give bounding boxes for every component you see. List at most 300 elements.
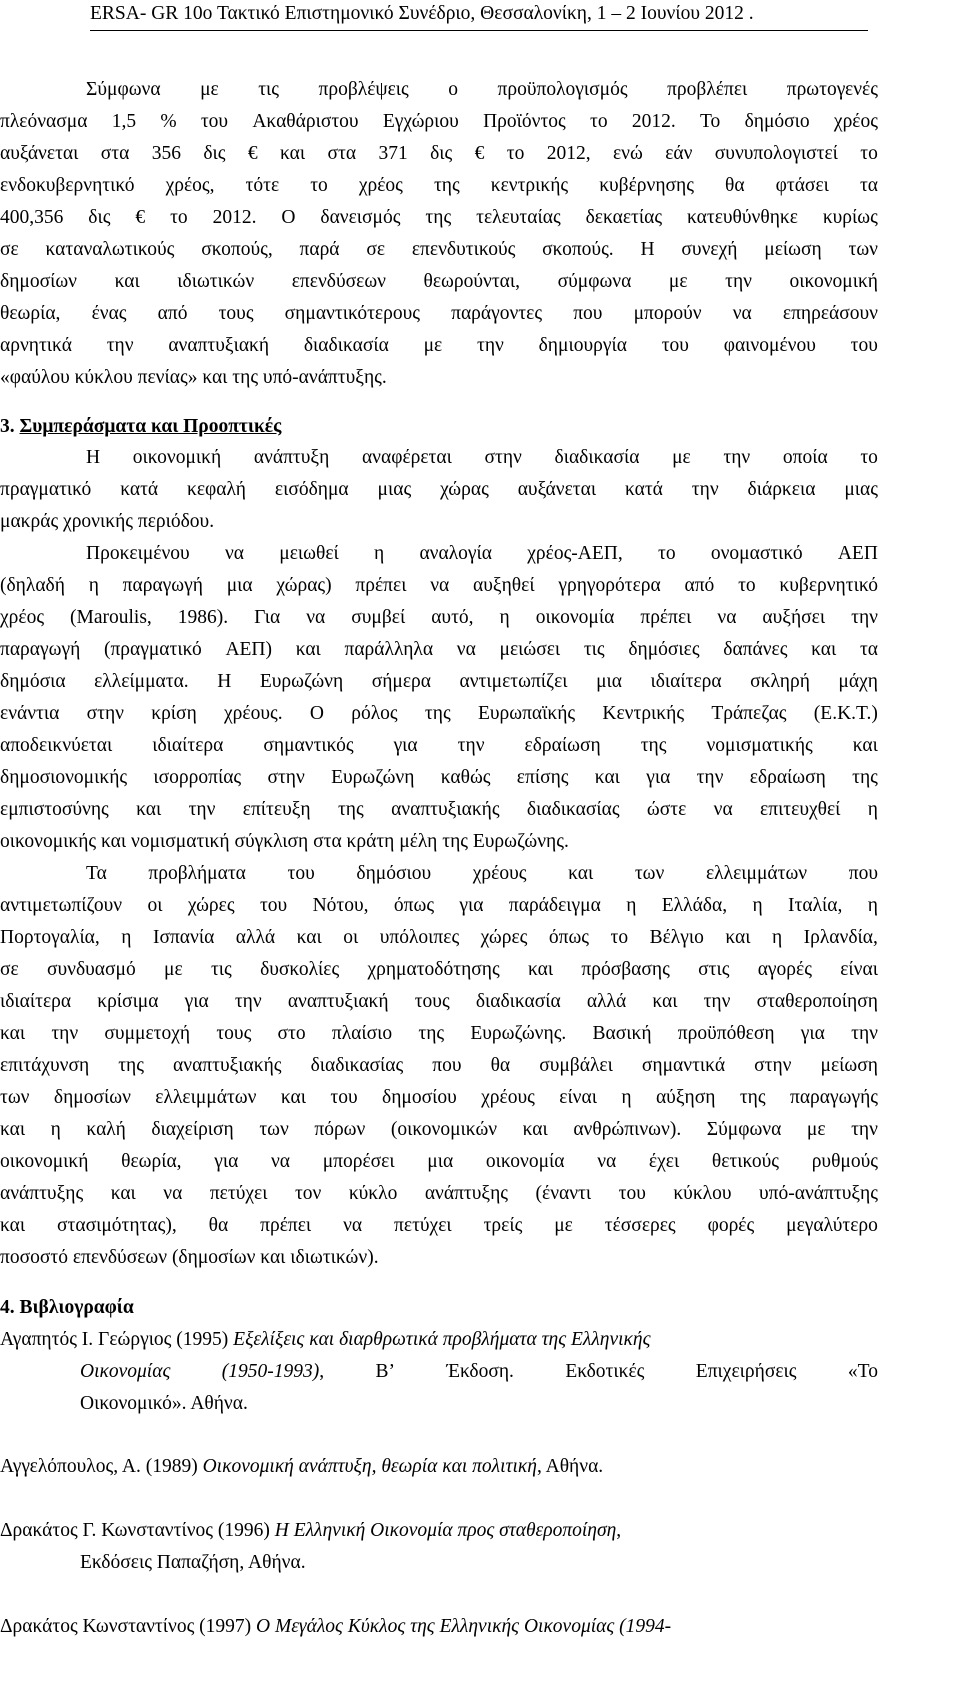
- text-run: έχει: [648, 1151, 680, 1172]
- word: [224, 698, 283, 730]
- text-run: να: [430, 575, 450, 596]
- word: [258, 74, 279, 106]
- text-run: του: [661, 335, 689, 356]
- word: [868, 794, 878, 826]
- word: [0, 794, 109, 826]
- word: [597, 1146, 616, 1178]
- word: [476, 986, 561, 1018]
- word: [0, 234, 19, 266]
- word: [296, 634, 321, 666]
- word: [853, 730, 878, 762]
- word: [216, 1018, 251, 1050]
- word: [160, 106, 176, 138]
- text-run: στην: [86, 703, 124, 724]
- text-run: με: [668, 271, 688, 292]
- word: [248, 138, 258, 170]
- word: [153, 762, 241, 794]
- text-run: οι: [147, 895, 163, 916]
- text-run: των: [0, 1087, 30, 1108]
- text-run: γρηγορότερα: [558, 575, 661, 596]
- text-run: 400,356: [0, 207, 64, 228]
- text-run: Ελλάδα,: [661, 895, 728, 916]
- text-run: την: [723, 447, 751, 468]
- word: [446, 1356, 513, 1388]
- text-run: θα: [490, 1055, 511, 1076]
- italic-text: Η Ελληνική Οικονομία προς σταθεροποίηση: [274, 1520, 617, 1541]
- text-run: την: [106, 335, 134, 356]
- word: [717, 602, 736, 634]
- text-run: παραγωγή: [122, 575, 203, 596]
- text-run: ελλειμμάτων: [155, 1087, 257, 1108]
- text-run: ποσοστό επενδύσεων (δημοσίων και ιδιωτικών).: [0, 1247, 379, 1268]
- word: [0, 106, 87, 138]
- word: [177, 266, 254, 298]
- word: [692, 474, 719, 506]
- word: [475, 138, 485, 170]
- text-run: ενδοκυβερνητικό: [0, 175, 135, 196]
- word: [200, 74, 219, 106]
- text-run: δημοσίων: [0, 271, 78, 292]
- text-run: η: [752, 895, 763, 916]
- heading-text: Συμπεράσματα και Προοπτικές: [19, 416, 282, 437]
- word: [851, 602, 878, 634]
- text-run: διαδικασία: [303, 335, 389, 356]
- text-run: την: [696, 767, 724, 788]
- text-run: θεωρούνται,: [423, 271, 521, 292]
- word: [673, 1178, 731, 1210]
- text-run: χώρες: [187, 895, 235, 916]
- text-line: [86, 538, 878, 570]
- text-run: στην: [484, 447, 522, 468]
- word: [281, 1082, 306, 1114]
- text-run: και: [652, 991, 678, 1012]
- word: [432, 1050, 461, 1082]
- word: [295, 1178, 321, 1210]
- word: [330, 1082, 357, 1114]
- text-run: δημόσιο: [744, 111, 810, 132]
- text-run: ονομαστικό: [710, 543, 803, 564]
- text-run: αναπτυξιακής: [173, 1055, 282, 1076]
- text-run: του: [200, 111, 229, 132]
- word: [849, 858, 878, 890]
- text-run: κατά: [624, 479, 663, 500]
- text-line: [0, 890, 878, 922]
- text-run: το: [506, 143, 525, 164]
- word: [706, 730, 812, 762]
- text-run: επίτευξη: [242, 799, 311, 820]
- text-run: την: [851, 607, 878, 628]
- text-run: της: [739, 1087, 766, 1108]
- text-run: οποία: [782, 447, 828, 468]
- word: [868, 890, 878, 922]
- word: [681, 234, 737, 266]
- text-line: [0, 266, 878, 298]
- word: [476, 202, 561, 234]
- text-line: [0, 362, 878, 394]
- word: [246, 170, 280, 202]
- text-run: της: [424, 703, 451, 724]
- word: [51, 1018, 78, 1050]
- text-run: Ο: [309, 703, 324, 724]
- word: [628, 634, 699, 666]
- text-run: να: [713, 799, 733, 820]
- word: [281, 202, 295, 234]
- text-run: μείωση: [764, 239, 822, 260]
- word: [528, 954, 553, 986]
- text-run: Β’: [375, 1361, 396, 1382]
- word: [838, 666, 878, 698]
- text-run: την: [234, 991, 262, 1012]
- text-run: στην: [754, 1055, 792, 1076]
- text-run: επηρεάσουν: [782, 303, 878, 324]
- word: [584, 634, 605, 666]
- word: [586, 202, 662, 234]
- text-run: Επιχειρήσεις: [695, 1361, 797, 1382]
- word: [745, 106, 810, 138]
- text-run: την: [476, 335, 504, 356]
- word: [225, 634, 272, 666]
- text-run: τους: [414, 991, 450, 1012]
- text-run: η: [499, 607, 510, 628]
- text-run: για: [646, 767, 671, 788]
- word: [500, 634, 561, 666]
- word: [0, 762, 127, 794]
- word: [848, 1356, 878, 1388]
- text-run: μιας: [844, 479, 878, 500]
- text-run: 2012.: [212, 207, 257, 228]
- text-run: η: [771, 927, 783, 948]
- word: [696, 1356, 797, 1388]
- text-run: σημαντικά: [641, 1055, 726, 1076]
- text-run: συνδυασμό: [46, 959, 136, 980]
- word: [158, 298, 188, 330]
- text-run: δανεισμός: [320, 207, 401, 228]
- word: [260, 1210, 311, 1242]
- word: [0, 202, 63, 234]
- word: [527, 794, 620, 826]
- word: [362, 442, 452, 474]
- text-run: ισορροπίας: [153, 767, 242, 788]
- text-run: να: [343, 1215, 363, 1236]
- word: [374, 538, 384, 570]
- word: [647, 794, 686, 826]
- text-run: για: [459, 895, 484, 916]
- text-run: αναπτυξιακή: [287, 991, 389, 1012]
- text-run: σταθεροποίηση: [756, 991, 878, 1012]
- word: [738, 570, 756, 602]
- word: [415, 986, 450, 1018]
- word: [366, 234, 385, 266]
- text-run: κεφαλή: [187, 479, 246, 500]
- word: [425, 1178, 508, 1210]
- word: [652, 986, 677, 1018]
- text-run: τις: [258, 79, 280, 100]
- word: [359, 170, 403, 202]
- text-run: Δρακάτος Γ. Κωνσταντίνος (1996): [0, 1520, 275, 1541]
- word: [121, 1146, 181, 1178]
- word: [641, 234, 655, 266]
- word: [121, 922, 131, 954]
- word: [599, 170, 694, 202]
- word: [473, 858, 527, 890]
- text-line: [0, 1082, 878, 1114]
- text-run: δις: [88, 207, 111, 228]
- word: [425, 202, 451, 234]
- text-run: «φαύλου κύκλου πενίας» και της υπό-ανάπτυξης.: [0, 367, 387, 388]
- text-run: συμμετοχή: [104, 1023, 191, 1044]
- word: [758, 954, 812, 986]
- word: [451, 298, 542, 330]
- text-run: με: [200, 79, 219, 100]
- text-run: να: [270, 1151, 291, 1172]
- word: [163, 1178, 182, 1210]
- text-run: τα: [859, 175, 878, 196]
- text-run: χώρας): [276, 575, 332, 596]
- text-run: χρέους: [472, 863, 527, 884]
- text-run: η: [867, 895, 878, 916]
- word: [427, 1146, 453, 1178]
- word: [539, 330, 627, 362]
- text-run: εισόδημα: [274, 479, 349, 500]
- text-run: Ιταλία,: [788, 895, 843, 916]
- word: [811, 634, 836, 666]
- text-run: όπως: [548, 927, 590, 948]
- text-run: ενώ: [612, 143, 643, 164]
- text-run: δυσκολίες: [260, 959, 340, 980]
- text-run: η: [374, 543, 385, 564]
- text-run: συνεχή: [681, 239, 738, 260]
- word: [104, 634, 202, 666]
- text-run: εδραίωση: [524, 735, 601, 756]
- word: [565, 1356, 644, 1388]
- word: [135, 202, 145, 234]
- text-line: [0, 234, 878, 266]
- text-run: αρνητικά: [0, 335, 72, 356]
- word: [851, 1114, 878, 1146]
- text-run: μείωση: [820, 1055, 878, 1076]
- word: [86, 74, 161, 106]
- text-run: την: [703, 991, 731, 1012]
- text-run: να: [306, 607, 326, 628]
- text-run: (έναντι: [535, 1183, 592, 1204]
- word: [750, 762, 826, 794]
- text-run: χρηματοδότησης: [367, 959, 500, 980]
- word: [625, 474, 663, 506]
- word: [0, 1178, 83, 1210]
- word: [641, 730, 667, 762]
- text-run: διαδικασίας: [310, 1055, 404, 1076]
- text-line: [80, 1356, 878, 1388]
- word: [470, 1018, 566, 1050]
- text-run: τις: [210, 959, 232, 980]
- word: [0, 298, 60, 330]
- text-run: , Αθήνα.: [536, 1456, 604, 1477]
- text-run: Η: [640, 239, 655, 260]
- text-run: σημαντικότερους: [284, 303, 420, 324]
- word: [254, 602, 280, 634]
- text-run: Βασική: [592, 1023, 652, 1044]
- word: [0, 986, 71, 1018]
- word: [0, 570, 65, 602]
- word: [323, 1146, 395, 1178]
- word: [292, 266, 386, 298]
- text-run: €: [474, 143, 485, 164]
- word: [549, 922, 589, 954]
- text-run: %: [160, 111, 177, 132]
- text-run: για: [184, 991, 209, 1012]
- text-run: πετύχει: [394, 1215, 452, 1236]
- word: [351, 602, 405, 634]
- text-run: ανάπτυξης: [424, 1183, 509, 1204]
- word: [440, 474, 489, 506]
- word: [152, 730, 223, 762]
- text-run: αυτό,: [431, 607, 474, 628]
- word: [54, 1082, 131, 1114]
- word: [611, 922, 629, 954]
- text-run: Ο: [281, 207, 296, 228]
- text-run: του: [287, 863, 315, 884]
- word: [267, 762, 304, 794]
- word: [523, 1114, 548, 1146]
- word: [812, 1146, 878, 1178]
- text-run: της: [640, 735, 667, 756]
- text-run: οι: [343, 927, 359, 948]
- word: [112, 106, 136, 138]
- word: [757, 986, 878, 1018]
- text-run: για: [393, 735, 418, 756]
- text-line: [86, 858, 878, 890]
- text-run: μάχη: [838, 671, 878, 692]
- word: [260, 954, 339, 986]
- word: [430, 138, 452, 170]
- word: [288, 986, 389, 1018]
- word: [764, 234, 821, 266]
- word: [0, 922, 100, 954]
- word: [838, 538, 878, 570]
- word: [254, 442, 329, 474]
- word: [715, 138, 838, 170]
- text-run: Ισπανία: [152, 927, 215, 948]
- text-run: «Το: [847, 1361, 878, 1382]
- text-line: [0, 1178, 878, 1210]
- text-run: οικονομική: [132, 447, 222, 468]
- word: [276, 570, 331, 602]
- text-run: σκοπούς,: [201, 239, 273, 260]
- text-run: μακράς χρονικής περιόδου.: [0, 511, 215, 532]
- word: [667, 74, 747, 106]
- text-run: χώρας: [440, 479, 489, 500]
- word: [97, 986, 158, 1018]
- text-run: δημιουργία: [538, 335, 627, 356]
- word: [779, 570, 878, 602]
- word: [92, 298, 127, 330]
- text-run: των: [259, 1119, 289, 1140]
- word: [646, 762, 670, 794]
- text-run: να: [224, 543, 244, 564]
- word: [834, 106, 878, 138]
- text-run: Αγαπητός Ι. Γεώργιος (1995): [0, 1329, 234, 1350]
- word: [712, 1146, 779, 1178]
- text-run: €: [247, 143, 258, 164]
- text-run: και: [280, 1087, 306, 1108]
- word: [151, 1114, 233, 1146]
- word: [650, 922, 704, 954]
- text-run: με: [164, 959, 183, 980]
- text-run: ΑΕΠ): [225, 639, 273, 660]
- text-run: (δηλαδή: [0, 575, 65, 596]
- text-run: αλλά: [586, 991, 627, 1012]
- word: [752, 890, 762, 922]
- text-line: [0, 1114, 878, 1146]
- text-run: καλή: [86, 1119, 126, 1140]
- word: [47, 954, 136, 986]
- word: [634, 298, 702, 330]
- word: [168, 330, 269, 362]
- word: [507, 138, 525, 170]
- text-run: Ιρλανδία,: [803, 927, 878, 948]
- text-line: [0, 698, 878, 730]
- text-run: σημαντικός: [263, 735, 354, 756]
- word: [441, 762, 491, 794]
- word: [547, 138, 591, 170]
- text-run: της: [418, 1023, 445, 1044]
- text-run: χρέος,: [165, 175, 215, 196]
- word: [356, 858, 431, 890]
- text-run: 1,5: [111, 111, 137, 132]
- word: [613, 138, 643, 170]
- word: [786, 1210, 878, 1242]
- word: [640, 602, 691, 634]
- italic-text: Οικονομική ανάπτυξη, θεωρία και πολιτική: [202, 1456, 537, 1477]
- text-run: του: [850, 335, 878, 356]
- text-run: εάν: [665, 143, 693, 164]
- word: [860, 138, 878, 170]
- text-run: Εκδόσεις Παπαζήση, Αθήνα.: [80, 1552, 306, 1573]
- word: [852, 762, 878, 794]
- text-run: σκληρή: [750, 671, 810, 692]
- word: [46, 234, 175, 266]
- text-line: [0, 1242, 878, 1274]
- word: [424, 330, 443, 362]
- text-run: τρείς: [483, 1215, 523, 1236]
- text-run: αγορές: [757, 959, 812, 980]
- word: [458, 730, 485, 762]
- word: [372, 666, 431, 698]
- word: [285, 298, 420, 330]
- word: [86, 442, 100, 474]
- text-run: ο: [448, 79, 459, 100]
- text-run: Αγγελόπουλος, Α. (1989): [0, 1456, 203, 1477]
- text-run: διαδικασίας: [526, 799, 620, 820]
- word: [94, 666, 189, 698]
- text-run: το: [738, 575, 756, 596]
- text-run: Πορτογαλία,: [0, 927, 100, 948]
- word: [86, 538, 190, 570]
- word: [602, 698, 684, 730]
- word: [669, 266, 688, 298]
- text-run: προβλήματα: [148, 863, 246, 884]
- text-line: [0, 1210, 878, 1242]
- text-run: η: [50, 1119, 61, 1140]
- text-run: μειώσει: [499, 639, 561, 660]
- text-run: την: [188, 799, 216, 820]
- word: [672, 442, 691, 474]
- word: [86, 858, 107, 890]
- word: [662, 330, 689, 362]
- text-run: στην: [267, 767, 305, 788]
- word: [590, 106, 608, 138]
- word: [697, 762, 724, 794]
